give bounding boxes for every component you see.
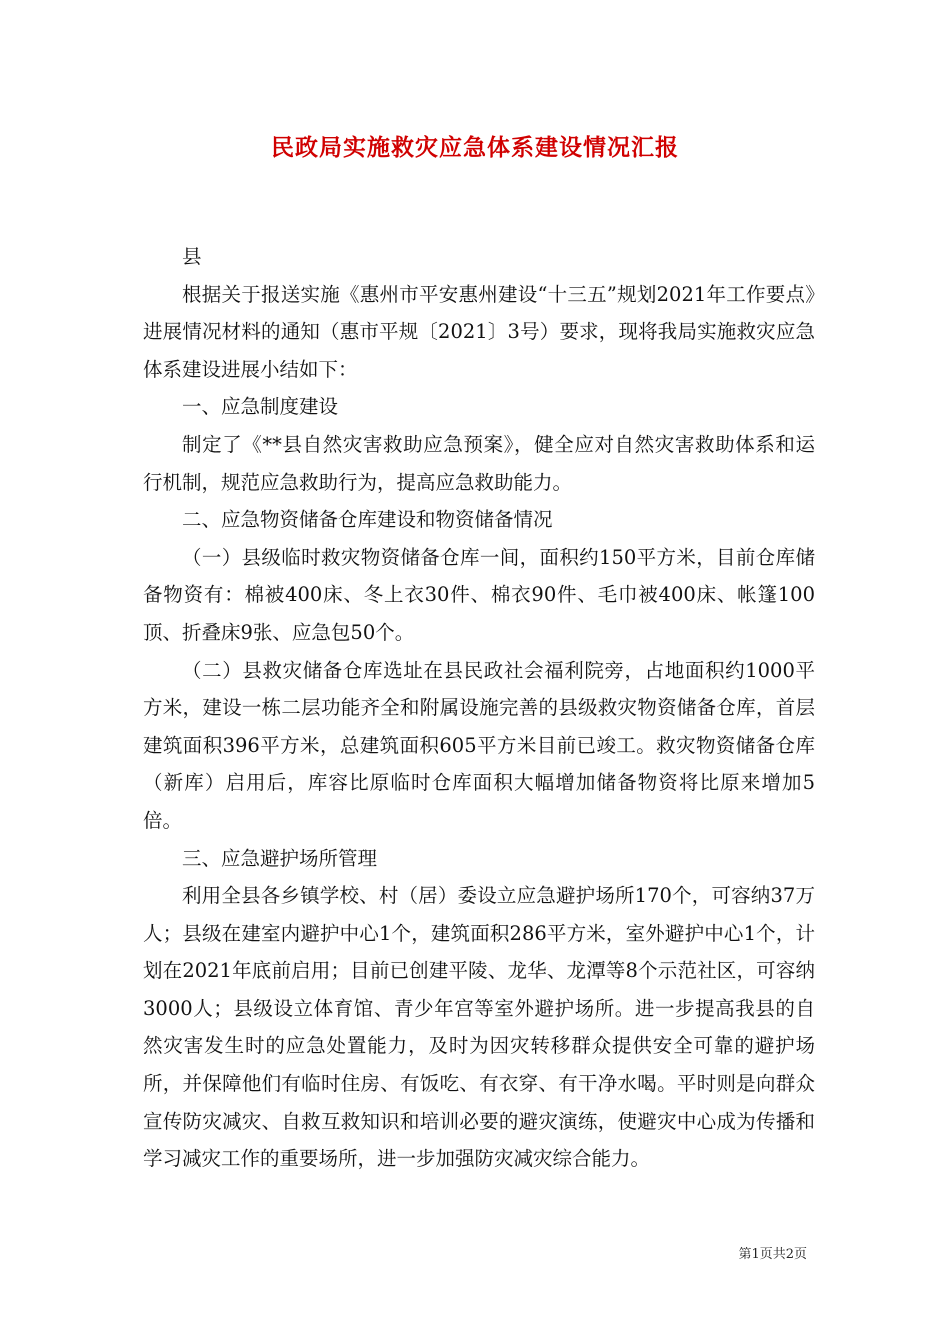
- page-number: 第1页共2页: [738, 1247, 807, 1262]
- paragraph-recipient: 县: [182, 245, 202, 268]
- paragraph-section-2-item-2: （二）县救灾储备仓库选址在县民政社会福利院旁，占地面积约1000平方米，建设一栋二层功能齐全和附属设施完善的县级救灾物资储备仓库，首层建筑面积396平方米，总建筑面积605平方米目前已竣工。救灾物资储备仓库（新库）启用后，库容比原临时仓库面积大幅增加储备物资将比原来增加5倍。: [143, 658, 815, 832]
- paragraph-section-1: 制定了《**县自然灾害救助应急预案》，健全应对自然灾害救助体系和运行机制，规范应急救助行为，提高应急救助能力。: [143, 432, 815, 494]
- section-heading-1: 一、应急制度建设: [182, 395, 339, 419]
- paragraph-intro: 根据关于报送实施《惠州市平安惠州建设“十三五”规划2021年工作要点》进展情况材料的通知（惠市平规〔2021〕3号）要求，现将我局实施救灾应急体系建设进展小结如下：: [143, 282, 815, 381]
- document-title: 民政局实施救灾应急体系建设情况汇报: [271, 134, 679, 161]
- document-body: [143, 238, 815, 1178]
- paragraph-section-2-item-1: （一）县级临时救灾物资储备仓库一间，面积约150平方米，目前仓库储备物资有：棉被400床、冬上衣30件、棉衣90件、毛巾被400床、帐篷100顶、折叠床9张、应急包50个。: [143, 545, 815, 644]
- paragraph-section-3: 利用全县各乡镇学校、村（居）委设立应急避护场所170个，可容纳37万人；县级在建室内避护中心1个，建筑面积286平方米，室外避护中心1个，计划在2021年底前启用；目前已创建平陵、龙华、龙潭等8个示范社区，可容纳3000人；县级设立体育馆、青少年宫等室外避护场所。进一步提高我县的自然灾害发生时的应急处置能力，及时为因灾转移群众提供安全可靠的避护场所，并保障他们有临时住房、有饭吃、有衣穿、有干净水喝。平时则是向群众宣传防灾减灾、自救互救知识和培训必要的避灾演练，使避灾中心成为传播和学习减灾工作的重要场所，进一步加强防灾减灾综合能力。: [143, 884, 815, 1171]
- section-heading-3: 三、应急避护场所管理: [182, 846, 378, 870]
- section-heading-2: 二、应急物资储备仓库建设和物资储备情况: [182, 508, 553, 532]
